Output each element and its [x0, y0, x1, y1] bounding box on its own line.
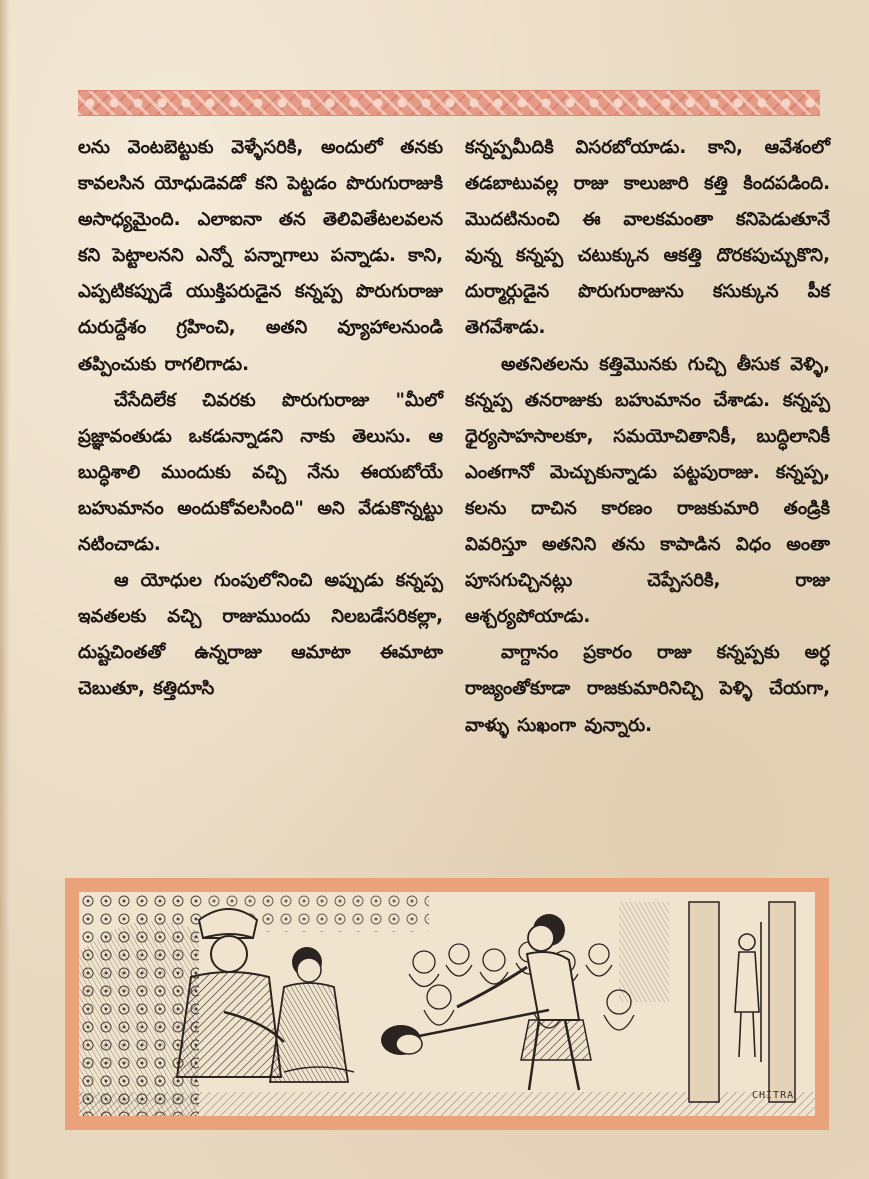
- illustration-frame: [65, 878, 829, 1130]
- text-column-right: [465, 130, 830, 870]
- paragraph: చేసేదిలేక చివరకు పొరుగురాజు "మీలో ప్రజ్ఞావంతుడు ఒకడున్నాడని నాకు తెలుసు. ఆ బుద్ధిశాలి ముందుకు వచ్చి నేను ఈయబోయే బహుమానం అందుకోవలసింది" అని వేడుకొన్నట్టు నటించాడు.: [78, 389, 443, 556]
- paragraph: లను వెంటబెట్టుకు వెళ్ళేసరికి, అందులో తనకు కావలసిన యోధుడెవడో కని పెట్టడం పొరుగురాజుకి అసాధ్యమైంది. ఎలాఐనా తన తెలివితేటలవలన కని పెట్టాలనని ఎన్నో పన్నాగాలు పన్నాడు. కాని, ఎప్పటికప్పుడే యుక్తిపరుడైన కన్నప్ప పొరుగురాజు దురుద్దేశం గ్రహించి, అతని వ్యూహాలనుండి తప్పించుకు రాగలిగాడు.: [78, 137, 443, 375]
- paragraph: వాగ్దానం ప్రకారం రాజు కన్నప్పకు అర్ధ రాజ్యంతోకూడా రాజకుమారినిచ్చి పెళ్ళి చేయగా, వాళ్ళు సుఖంగా వున్నారు.: [465, 642, 830, 736]
- paragraph: కన్నప్పమీదికి విసరబోయాడు. కాని, ఆవేశంలో తడబాటువల్ల రాజు కాలుజారి కత్తి కిందపడింది. మొదటినుంచి ఈ వాలకమంతా కనిపెడుతూనే వున్న కన్నప్ప చటుక్కున ఆకత్తి దొరకపుచ్చుకొని, దుర్మార్గుడైన పొరుగురాజును కసుక్కున పీక తెగవేశాడు.: [465, 137, 830, 339]
- paragraph: ఆ యోధుల గుంపులోనించి అప్పుడు కన్నప్ప ఇవతలకు వచ్చి రాజుముందు నిలబడేసరికల్లా, దుష్టచింతతో ఉన్నరాజు ఆమాటా ఈమాటా చెబుతూ, కత్తిదూసి: [78, 570, 443, 700]
- illustrator-signature: CHITRA: [752, 1090, 795, 1101]
- paragraph: అతనితలను కత్తిమొనకు గుచ్చి తీసుక వెళ్ళి, కన్నప్ప తనరాజుకు బహుమానం చేశాడు. కన్నప్ప ధైర్యసాహసాలకూ, సమయోచితానికీ, బుద్ధిలానికీ ఎంతగానో మెచ్చుకున్నాడు పట్టపురాజు. కన్నప్ప, కలను దాచిన కారణం రాజకుమారి తండ్రికి వివరిస్తూ అతనిని తను కాపాడిన విధం అంతా పూసగుచ్చినట్లు చెప్పేసరికి, రాజు ఆశ్చర్యపోయాడు.: [465, 353, 830, 628]
- pillar: [689, 902, 719, 1102]
- pillar: [769, 902, 795, 1102]
- decorative-border-strip: [78, 90, 820, 116]
- story-illustration: [79, 892, 815, 1116]
- page-spine-shadow: [0, 0, 10, 1179]
- text-column-left: [78, 130, 443, 870]
